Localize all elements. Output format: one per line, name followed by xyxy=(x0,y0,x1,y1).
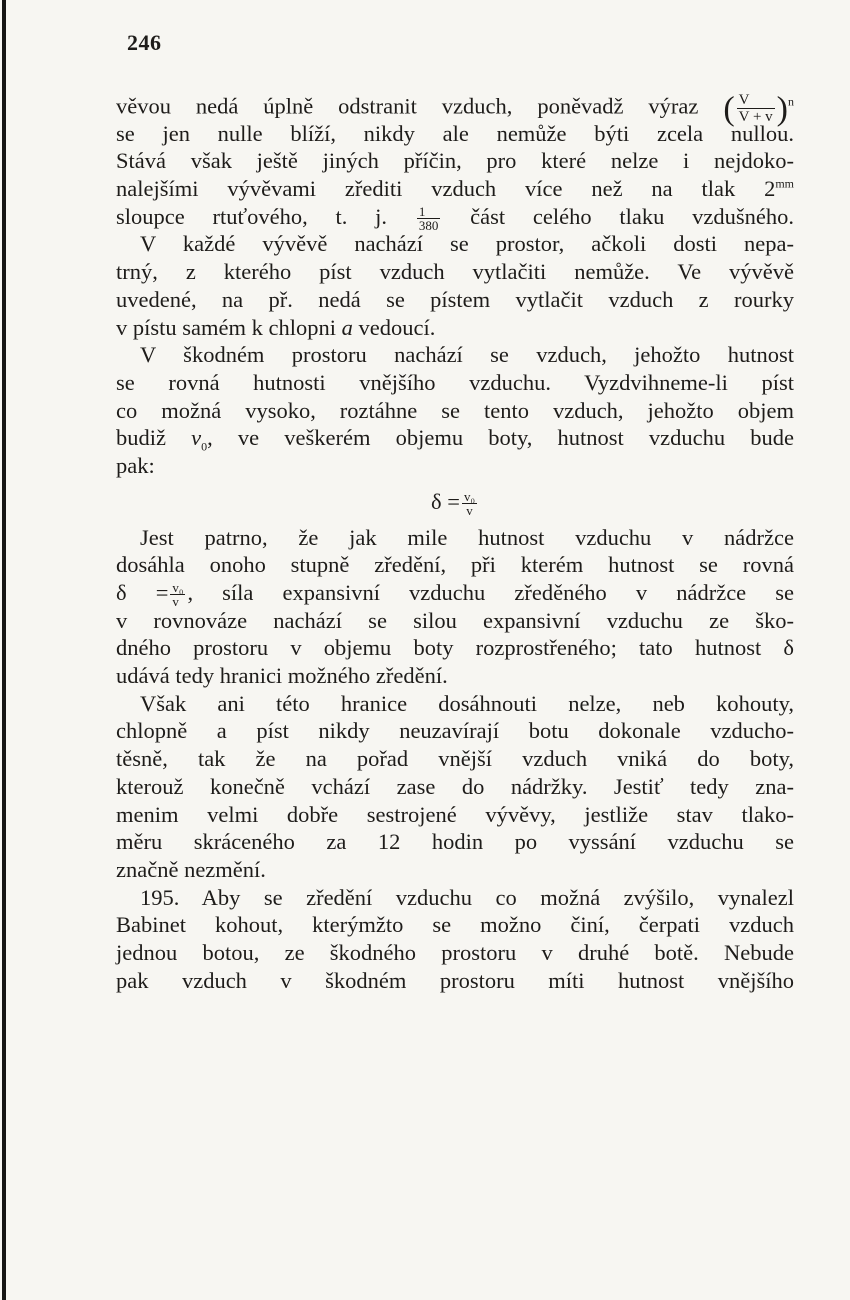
text-line: dosáhla onoho stupně zředění, při kterém hutnost se rovná xyxy=(116,552,794,578)
page-edge-rule xyxy=(2,0,6,1300)
text-line: uvedené, na př. nedá se pístem vytlačit vzduch z rourky xyxy=(116,286,794,312)
text-line: v rovnováze nachází se silou expansivní vzduchu ze ško- xyxy=(116,607,794,633)
text-line: V škodném prostoru nachází se vzduch, jehožto hutnost xyxy=(140,342,794,368)
page-number: 246 xyxy=(127,30,162,55)
text-line: sloupce rtuťového, t. j. $\frac{1}{380}$ část celého tlaku vzdušného. xyxy=(116,203,794,234)
text-line: nalejšími vývěvami zřediti vzduch více než na tlak $2^{mm}$ xyxy=(116,176,794,202)
text-line: Stává však ještě jiných příčin, pro které nelze i nejdoko- xyxy=(116,148,794,174)
text-line: v pístu samém k chlopni a vedoucí. xyxy=(116,314,436,340)
text-line: Jest patrno, že jak mile hutnost vzduchu v nádržce xyxy=(140,524,794,550)
body-text xyxy=(116,92,794,994)
text-line: Však ani této hranice dosáhnouti nelze, neb kohouty, xyxy=(140,690,794,716)
text-line: věvou nedá úplně odstranit vzduch, poněvadž výraz ( $\frac{V}{V + v}$ )$^n$ xyxy=(116,90,794,127)
text-line: se rovná hutnosti vnějšího vzduchu. Vyzdvihneme-li píst xyxy=(116,369,794,395)
section-195-start: 195. Aby se zředění vzduchu co možná zvýšilo, vynalezl xyxy=(140,884,794,910)
math-expression: ( $\frac{V}{V + v}$ )$^n$ xyxy=(723,90,794,127)
text-line: jednou botou, ze škodného prostoru v druhé botě. Nebude xyxy=(116,939,794,965)
text-line: kterouž konečně vchází zase do nádržky. Jestiť tedy zna- xyxy=(116,773,794,799)
text-line: V každé vývěvě nachází se prostor, ačkoli dosti nepa- xyxy=(140,231,794,257)
text-line: menim velmi dobře sestrojené vývěvy, jestliže stav tlako- xyxy=(116,801,794,827)
text-line: chlopně a píst nikdy neuzavírají botu dokonale vzducho- xyxy=(116,718,794,744)
text-line: značně nezmění. xyxy=(116,856,266,882)
text-line: měru skráceného za 12 hodin po vyssání vzduchu se xyxy=(116,829,794,855)
text-line: pak: xyxy=(116,452,155,478)
text-line: pak vzduch v škodném prostoru míti hutnost vnějšího xyxy=(116,967,794,993)
text-line: dného prostoru v objemu boty rozprostřeného; tato hutnost δ xyxy=(116,635,794,661)
text-line: δ = $\frac{\text{v₀}}{v}$ , síla expansivní vzduchu zředěného v nádržce se xyxy=(116,580,794,610)
text-line: se jen nulle blíží, nikdy ale nemůže býti zcela nullou. xyxy=(116,120,794,146)
text-line: těsně, tak že na pořad vnější vzduch vniká do boty, xyxy=(116,746,794,772)
text-line: co možná vysoko, roztáhne se tento vzduch, jehožto objem xyxy=(116,397,794,423)
text-line: trný, z kterého píst vzduch vytlačiti nemůže. Ve vývěvě xyxy=(116,259,794,285)
text-line: Babinet kohout, kterýmžto se možno činí, čerpati vzduch xyxy=(116,912,794,938)
text-line: budiž $v_0$, ve veškerém objemu boty, hutnost vzduchu bude xyxy=(116,425,795,454)
formula: δ = $\frac{\text{v₀}}{v}$ xyxy=(431,488,475,518)
text-line: udává tedy hranici možného zředění. xyxy=(116,663,448,689)
